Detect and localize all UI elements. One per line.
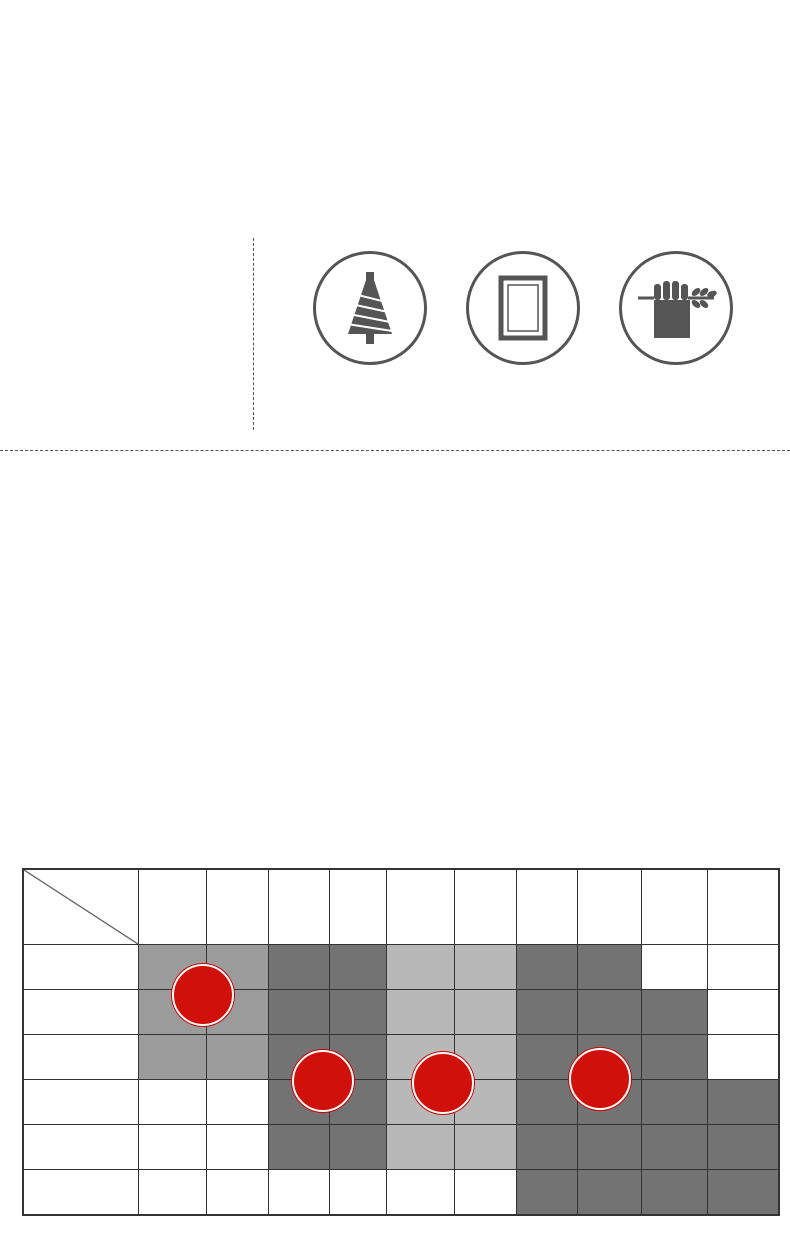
size-cell-XXL	[455, 945, 517, 990]
size-cell-XL	[269, 990, 330, 1035]
size-cell-XXL	[387, 990, 455, 1035]
size-cell-XXXL	[578, 945, 642, 990]
size-cell-XXXL	[642, 1080, 708, 1125]
empty-cell	[269, 1170, 330, 1216]
size-cell-XL	[330, 945, 387, 990]
size-cell-XL	[269, 945, 330, 990]
weight-header	[578, 869, 642, 945]
horizontal-divider	[0, 450, 790, 451]
size-cell-XXXL	[517, 945, 578, 990]
empty-cell	[387, 1170, 455, 1216]
size-cell-XXL	[387, 945, 455, 990]
empty-cell	[708, 1035, 780, 1080]
yarn-cone-icon	[316, 254, 424, 362]
size-cell-XL	[330, 1125, 387, 1170]
size-cell-XXXL	[517, 990, 578, 1035]
empty-cell	[207, 1080, 269, 1125]
size-badge-L	[172, 964, 234, 1026]
height-label	[23, 1035, 139, 1080]
empty-cell	[139, 1170, 207, 1216]
weight-header	[517, 869, 578, 945]
weight-header	[455, 869, 517, 945]
height-label	[23, 945, 139, 990]
weight-header	[642, 869, 708, 945]
size-cell-XXXL	[642, 1170, 708, 1216]
fist-wheat-icon	[622, 254, 730, 362]
empty-cell	[708, 945, 780, 990]
size-cell-XL	[269, 1125, 330, 1170]
size-cell-XXL	[387, 1125, 455, 1170]
size-cell-XL	[330, 990, 387, 1035]
feature-circle-soft	[619, 251, 733, 365]
size-cell-XXXL	[642, 1035, 708, 1080]
empty-cell	[642, 945, 708, 990]
size-badge-XXXL	[569, 1048, 631, 1110]
table-row	[23, 990, 779, 1035]
size-cell-XXXL	[708, 1170, 780, 1216]
table-row	[23, 1035, 779, 1080]
empty-cell	[207, 1125, 269, 1170]
weight-header	[207, 869, 269, 945]
size-cell-XXL	[455, 990, 517, 1035]
weight-header	[708, 869, 780, 945]
empty-cell	[708, 990, 780, 1035]
weight-header	[139, 869, 207, 945]
table-row	[23, 1170, 779, 1216]
feature-circle-package	[466, 251, 580, 365]
table-row	[23, 1080, 779, 1125]
size-cell-XXL	[455, 1125, 517, 1170]
size-chart-table	[22, 868, 780, 1216]
size-cell-XXXL	[578, 990, 642, 1035]
weight-header	[387, 869, 455, 945]
size-cell-XXXL	[578, 1125, 642, 1170]
vertical-divider	[253, 238, 254, 430]
feature-circle-cotton	[313, 251, 427, 365]
size-cell-XXXL	[517, 1035, 578, 1080]
table-header-row	[23, 869, 779, 945]
weight-header	[269, 869, 330, 945]
empty-cell	[455, 1170, 517, 1216]
size-cell-XXXL	[517, 1125, 578, 1170]
size-cell-XXXL	[642, 990, 708, 1035]
size-cell-XXXL	[517, 1170, 578, 1216]
size-cell-XXXL	[578, 1170, 642, 1216]
size-cell-XXXL	[708, 1080, 780, 1125]
size-cell-L	[207, 1035, 269, 1080]
table-row	[23, 945, 779, 990]
size-cell-XXXL	[517, 1080, 578, 1125]
size-badge-XL	[292, 1050, 354, 1112]
empty-cell	[139, 1080, 207, 1125]
size-cell-XXXL	[642, 1125, 708, 1170]
empty-cell	[207, 1170, 269, 1216]
table-row	[23, 1125, 779, 1170]
package-icon	[469, 254, 577, 362]
empty-cell	[139, 1125, 207, 1170]
empty-cell	[330, 1170, 387, 1216]
weight-header	[330, 869, 387, 945]
size-cell-XXXL	[708, 1125, 780, 1170]
height-label	[23, 1080, 139, 1125]
height-label	[23, 1170, 139, 1216]
size-cell-L	[139, 1035, 207, 1080]
corner-cell	[23, 869, 139, 945]
height-label	[23, 990, 139, 1035]
size-badge-XXL	[412, 1052, 474, 1114]
height-label	[23, 1125, 139, 1170]
